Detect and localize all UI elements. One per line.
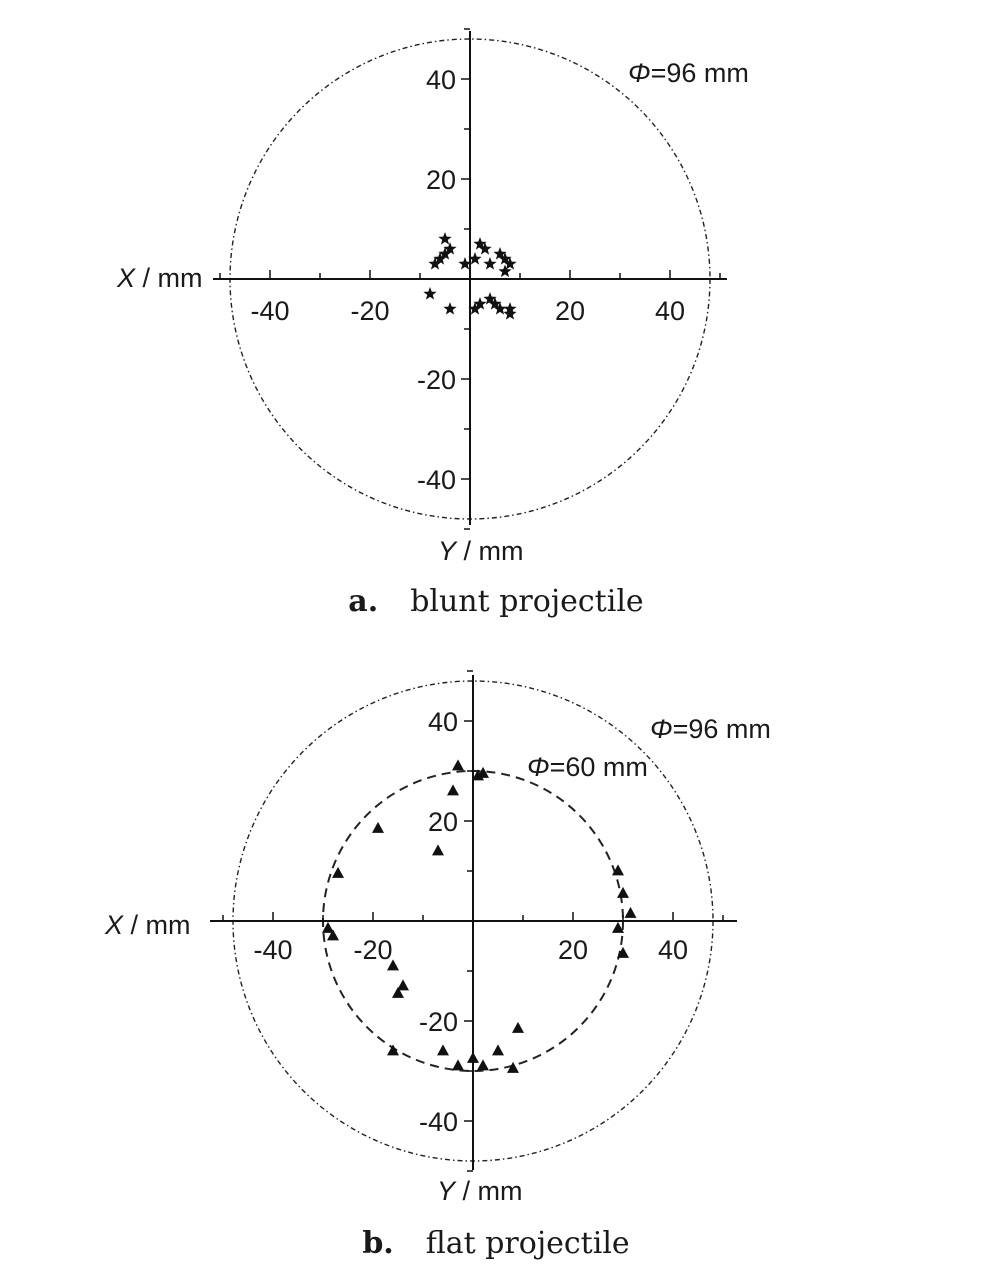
- data-point-triangle: [477, 1059, 489, 1070]
- y-axis-title: Y / mm: [438, 536, 524, 566]
- data-point-star: [483, 257, 496, 270]
- y-tick-label: 40: [427, 707, 458, 737]
- x-tick-label: 20: [557, 935, 589, 965]
- data-point-triangle: [625, 907, 637, 918]
- data-point-star: [423, 287, 436, 300]
- data-point-triangle: [332, 867, 344, 878]
- y-tick-label: 40: [425, 65, 456, 95]
- data-point-star: [443, 302, 456, 315]
- y-tick-label: -40: [418, 1107, 458, 1137]
- data-point-triangle: [492, 1044, 504, 1055]
- caption-blunt-projectile: a. blunt projectile: [348, 584, 644, 619]
- x-axis-title: X / mm: [105, 910, 191, 940]
- chart-flat-projectile: [0, 645, 992, 1220]
- x-tick-label: 40: [654, 296, 686, 326]
- x-axis-title: X / mm: [117, 263, 203, 293]
- x-tick-label: 20: [554, 296, 586, 326]
- y-tick-label: -40: [416, 465, 456, 495]
- y-tick-label: -20: [418, 1007, 458, 1037]
- y-tick-label: -20: [416, 365, 456, 395]
- data-point-triangle: [372, 822, 384, 833]
- data-point-triangle: [467, 1052, 479, 1063]
- data-point-triangle: [447, 784, 459, 795]
- data-point-triangle: [452, 759, 464, 770]
- y-tick-label: 20: [425, 165, 456, 195]
- plot-area: [213, 29, 727, 529]
- circle-label-96: Φ=96 mm: [650, 714, 771, 744]
- chart-blunt-projectile: [0, 0, 992, 575]
- y-tick-label: 20: [427, 807, 458, 837]
- x-tick-label: -20: [350, 296, 390, 326]
- data-point-triangle: [617, 887, 629, 898]
- data-point-triangle: [512, 1022, 524, 1033]
- circle-label-96: Φ=96 mm: [628, 58, 749, 88]
- data-point-triangle: [432, 844, 444, 855]
- x-tick-label: -40: [253, 935, 293, 965]
- data-point-triangle: [452, 1059, 464, 1070]
- caption-flat-projectile: b. flat projectile: [362, 1226, 630, 1261]
- data-point-star: [438, 232, 451, 245]
- data-point-triangle: [437, 1044, 449, 1055]
- circle-label-60: Φ=60 mm: [527, 752, 648, 782]
- y-axis-title: Y / mm: [437, 1176, 523, 1206]
- x-tick-label: -40: [250, 296, 290, 326]
- plot-area: [210, 671, 737, 1171]
- x-tick-label: 40: [657, 935, 689, 965]
- data-point-star: [503, 307, 516, 320]
- x-tick-label: -20: [353, 935, 393, 965]
